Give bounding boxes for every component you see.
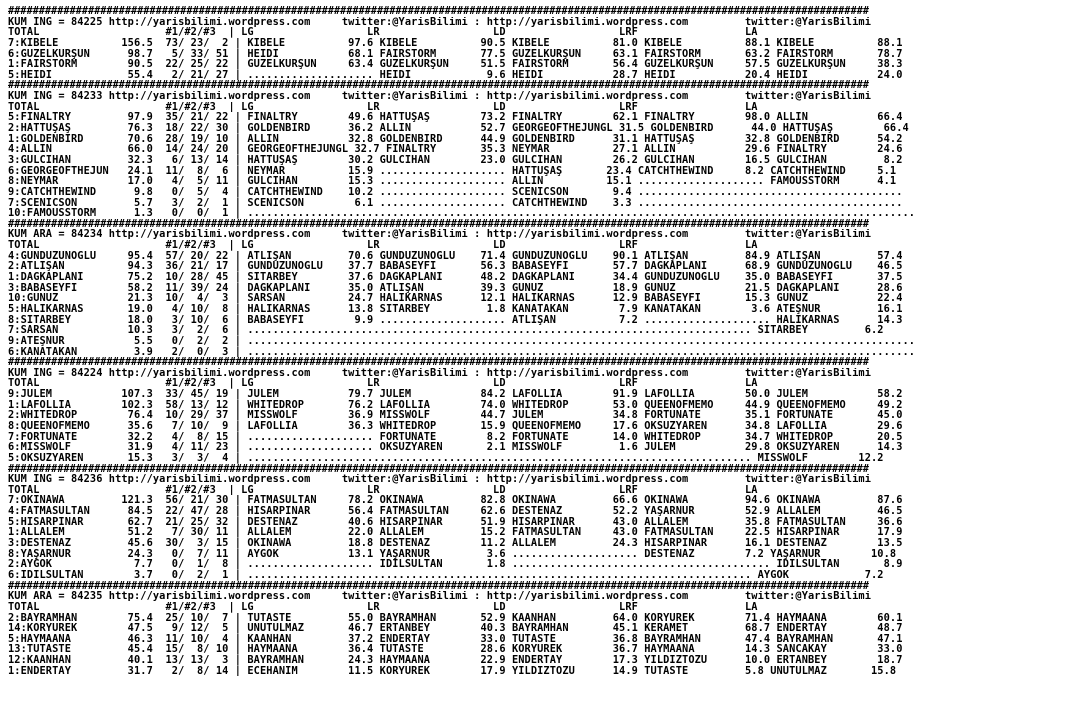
- result-row: 12:KAANHAN 40.1 13/ 13/ 3 | BAYRAMHAN 24.3 HAYMAANA 22.9 ENDERTAY 17.3 YILDIZTOZU 10.0 ERTANBEY 18.7: [8, 655, 903, 666]
- result-row: 5:HALİKARNAS 19.0 4/ 10/ 8 | HALİKARNAS 13.8 SİTARBEY 1.8 KANATAKAN 7.9 KANATAKAN 3.6 ATEŞNUR 16.1: [8, 303, 903, 315]
- result-row: 3:GÜLCİHAN 32.3 6/ 13/ 14 | HATTUŞAŞ 30.2 GÜLCİHAN 23.0 GÜLCİHAN 26.2 GÜLCİHAN 16.5 GÜLCİHAN 8.2: [8, 154, 903, 166]
- result-row: 1:FAIRSTORM 90.5 22/ 25/ 22 | GÜZELKURŞUN 63.4 GÜZELKURŞUN 51.5 FAIRSTORM 56.4 GÜZELKURŞUN 57.5 GÜZELKURŞUN 38.3: [8, 59, 903, 70]
- result-row: 5:HİSARPINAR 62.7 21/ 25/ 32 | DESTENAZ 40.6 HİSARPINAR 51.9 HİSARPINAR 43.0 ALLALEM 35.8 FATMASULTAN 36.6: [8, 516, 903, 528]
- column-header: TOTAL #1/#2/#3 | LG LR LD LRF LA: [8, 27, 758, 38]
- result-row: 1:DAĞKAPLANI 75.2 10/ 28/ 45 | SİTARBEY 37.6 DAĞKAPLANI 48.2 DAĞKAPLANI 34.4 GÜNDÜZÜNOĞLU 35.0 BABASEYFİ 37.5: [8, 272, 903, 283]
- result-row: 2:ATLIŞAN 94.3 36/ 21/ 17 | GÜNDÜZÜNOĞLU 37.7 BABASEYFİ 56.3 BABASEYFİ 57.7 DAĞKAPLANI 68.9 GÜNDÜZÜNOĞLU 46.5: [8, 261, 903, 273]
- result-row: 1:ENDERTAY 31.7 2/ 8/ 14 | ECEHANIM 11.5 KORYÜREK 17.9 YILDIZTOZU 14.9 TUTASTE 5.8 UNUTULMAZ 15.8: [8, 665, 897, 677]
- result-row: 5:FINALTRY 97.9 35/ 21/ 22 | FINALTRY 49.6 HATTUŞAŞ 73.2 FINALTRY 62.1 FINALTRY 98.0 ALLIN 66.4: [8, 112, 903, 124]
- result-row: 10:FAMOUSSTORM 1.3 0/ 0/ 1 | ..........................................................................................................: [8, 208, 916, 219]
- result-row: 3:BABASEYFİ 58.2 11/ 39/ 24 | DAĞKAPLANI 35.0 ATLIŞAN 39.3 GÜNÜZ 18.9 GÜNÜZ 21.5 DAĞKAPLANI 28.6: [8, 282, 903, 294]
- result-row: 1:ALLALEM 51.2 7/ 30/ 11 | ALLALEM 22.0 ALLALEM 15.2 FATMASULTAN 43.0 FATMASULTAN 22.5 HİSARPINAR 17.9: [8, 527, 903, 539]
- result-row: 5:ÖKSÜZYAREN 15.3 3/ 3/ 4 | ................................................................................ MISSWOLF 12.2: [8, 452, 884, 464]
- section-separator: ############################################################################################################################################: [8, 80, 869, 92]
- race-header: KUM ING = 84224 http://yarisbilimi.wordpress.com twitter:@YarisBilimi : http://yarisbilimi.wordpress.com twitter:@YarisBilimi: [8, 367, 871, 379]
- result-row: 9:JULEM 107.3 33/ 45/ 19 | JULEM 79.7 JULEM 84.2 LAFOLLIA 91.9 LAFOLLIA 50.0 JULEM 58.2: [8, 389, 903, 400]
- section-separator: ############################################################################################################################################: [8, 463, 869, 475]
- result-row: 4:ALLIN 66.0 14/ 24/ 20 | GEORGEOFTHEJUNGL 32.7 FINALTRY 35.3 NEYMAR 27.1 ALLIN 29.6 FINALTRY 24.6: [8, 144, 903, 155]
- result-row: 1:LAFOLLIA 102.3 58/ 13/ 12 | WHITEDROP 76.2 LAFOLLIA 74.0 WHITEDROP 53.0 QUEENOFMEMO 44.9 QUEENOFMEMO 49.2: [8, 399, 903, 411]
- result-row: 9:CATCHTHEWIND 9.8 0/ 5/ 4 | CATCHTHEWIND 10.2 .................... SCENICSON 9.4 ..........................................: [8, 186, 903, 198]
- result-row: 13:TUTASTE 45.4 15/ 8/ 10 | HAYMAANA 36.4 TUTASTE 28.6 KORYÜREK 36.7 HAYMAANA 14.3 SANCAKAY 33.0: [8, 644, 903, 656]
- column-header: TOTAL #1/#2/#3 | LG LR LD LRF LA: [8, 378, 758, 390]
- result-row: 2:HATTUŞAŞ 76.3 18/ 22/ 30 | GOLDENBIRD 36.2 ALLIN 52.7 GEORGEOFTHEJUNGL 31.5 GOLDENBIRD 44.0 HATTUŞAŞ 66.4: [8, 123, 909, 134]
- result-row: 4:GÜNDÜZÜNOĞLU 95.4 57/ 20/ 22 | ATLIŞAN 70.6 GÜNDÜZÜNOĞLU 71.4 GÜNDÜZÜNOĞLU 90.1 ATLIŞAN 84.9 ATLIŞAN 57.4: [8, 250, 903, 262]
- column-header: TOTAL #1/#2/#3 | LG LR LD LRF LA: [8, 601, 758, 613]
- result-row: 7:FORTUNATE 32.2 4/ 8/ 15 | .................... FORTUNATE 8.2 FORTUNATE 14.0 WHITEDROP 34.7 WHITEDROP 20.5: [8, 431, 903, 443]
- result-row: 6:MISSWOLF 31.9 4/ 11/ 23 | .................... ÖKSÜZYAREN 2.1 MISSWOLF 1.6 JULEM 29.8 ÖKSÜZYAREN 14.3: [8, 442, 903, 453]
- column-header: TOTAL #1/#2/#3 | LG LR LD LRF LA: [8, 240, 758, 251]
- result-row: 6:GÜZELKURŞUN 98.7 5/ 33/ 51 | HEIDI 68.1 FAIRSTORM 77.5 GÜZELKURŞUN 63.1 FAIRSTORM 63.2 FAIRSTORM 78.7: [8, 48, 903, 60]
- race-header: KUM ING = 84233 http://yarisbilimi.wordpress.com twitter:@YarisBilimi : http://yarisbilimi.wordpress.com twitter:@YarisBilimi: [8, 91, 871, 102]
- result-row: 5:HAYMAANA 46.3 11/ 10/ 4 | KAANHAN 37.2 ENDERTAY 33.0 TUTASTE 36.8 BAYRAMHAN 47.4 BAYRAMHAN 47.1: [8, 633, 903, 645]
- result-row: 8:NEYMAR 17.0 4/ 5/ 11 | GÜLCİHAN 15.3 .................... ALLIN 15.1 .................... FAMOUSSTORM 4.1: [8, 176, 897, 187]
- result-row: 2:WHITEDROP 76.4 10/ 29/ 37 | MISSWOLF 36.9 MISSWOLF 44.7 JULEM 34.8 FORTUNATE 35.1 FORTUNATE 45.0: [8, 410, 903, 421]
- result-row: 6:GEORGEOFTHEJUN 24.1 11/ 8/ 6 | NEYMAR 15.9 .................... HATTUŞAŞ 23.4 CATCHTHEWIND 8.2 CATCHTHEWIND 5.1: [8, 165, 897, 177]
- section-separator: ############################################################################################################################################: [8, 357, 869, 368]
- result-row: 1:GOLDENBIRD 70.6 28/ 19/ 10 | ALLIN 32.8 GOLDENBIRD 44.9 GOLDENBIRD 31.1 HATTUŞAŞ 32.8 GOLDENBIRD 54.2: [8, 133, 903, 145]
- result-row: 7:SARSAN 10.3 3/ 2/ 6 | ................................................................................ SİTARBEY 6.2: [8, 325, 884, 336]
- result-row: 6:İDİLSULTAN 3.7 0/ 2/ 1 | ................................................................................ AYGÖK 7.2: [8, 569, 884, 581]
- race-header: KUM ING = 84225 http://yarisbilimi.wordpress.com twitter:@YarisBilimi : http://yarisbilimi.wordpress.com twitter:@YarisBilimi: [8, 16, 871, 28]
- result-row: 2:BAYRAMHAN 75.4 25/ 10/ 7 | TUTASTE 55.0 BAYRAMHAN 52.9 KAANHAN 64.0 KORYÜREK 71.4 HAYMAANA 60.1: [8, 612, 903, 624]
- result-row: 8:SİTARBEY 18.0 3/ 10/ 6 | BABASEYFİ 9.9 .................... ATLIŞAN 7.2 .................... HALİKARNAS 14.3: [8, 314, 903, 326]
- result-row: 4:FATMASULTAN 84.5 22/ 47/ 28 | HİSARPINAR 56.4 FATMASULTAN 62.6 DESTENAZ 52.2 YAŞARNUR 52.9 ALLALEM 46.5: [8, 506, 903, 517]
- result-row: 8:QUEENOFMEMO 35.6 7/ 10/ 9 | LAFOLLIA 36.3 WHITEDROP 15.9 QUEENOFMEMO 17.6 ÖKSÜZYAREN 34.8 LAFOLLIA 29.6: [8, 420, 903, 432]
- result-row: 6:KANATAKAN 3.9 2/ 0/ 3 | ..........................................................................................................: [8, 346, 916, 358]
- result-row: 9:ATEŞNUR 5.5 0/ 2/ 2 | ..........................................................................................................: [8, 335, 916, 347]
- result-row: 10:GÜNÜZ 21.3 10/ 4/ 3 | SARSAN 24.7 HALİKARNAS 12.1 HALİKARNAS 12.9 BABASEYFİ 15.3 GÜNÜZ 22.4: [8, 293, 903, 304]
- race-results-document: [8, 6, 1070, 676]
- section-separator: ############################################################################################################################################: [8, 218, 869, 230]
- result-row: 8:YAŞARNUR 24.3 0/ 7/ 11 | AYGÖK 13.1 YAŞARNUR 3.6 .................... DESTENAZ 7.2 YAŞARNUR 10.8: [8, 548, 897, 560]
- race-header: KUM ARA = 84234 http://yarisbilimi.wordpress.com twitter:@YarisBilimi : http://yarisbilimi.wordpress.com twitter:@YarisBilimi: [8, 229, 871, 241]
- race-header: KUM ING = 84236 http://yarisbilimi.wordpress.com twitter:@YarisBilimi : http://yarisbilimi.wordpress.com twitter:@YarisBilimi: [8, 474, 871, 485]
- result-row: 14:KORYÜREK 47.5 9/ 12/ 5 | UNUTULMAZ 46.7 ERTANBEY 40.3 BAYRAMHAN 45.1 KERAMET 68.7 ENDERTAY 48.7: [8, 623, 903, 634]
- section-separator: ############################################################################################################################################: [8, 6, 869, 17]
- result-row: 7:KİBELE 156.5 73/ 23/ 2 | KİBELE 97.6 KİBELE 90.5 KİBELE 81.0 KİBELE 88.1 KİBELE 88.1: [8, 37, 903, 49]
- result-row: 2:AYGÖK 7.7 0/ 1/ 8 | .................... İDİLSULTAN 1.8 ......................................... İDİLSULTAN 8.9: [8, 559, 903, 570]
- result-row: 3:DESTENAZ 45.6 30/ 3/ 15 | OKİNAWA 18.8 DESTENAZ 11.2 ALLALEM 24.3 HİSARPINAR 16.1 DESTENAZ 13.5: [8, 538, 903, 549]
- result-row: 7:SCENICSON 5.7 3/ 2/ 1 | SCENICSON 6.1 .................... CATCHTHEWIND 3.3 ..........................................: [8, 197, 903, 209]
- section-separator: ############################################################################################################################################: [8, 580, 869, 592]
- race-header: KUM ARA = 84235 http://yarisbilimi.wordpress.com twitter:@YarisBilimi : http://yarisbilimi.wordpress.com twitter:@YarisBilimi: [8, 591, 871, 602]
- result-row: 5:HEIDI 55.4 2/ 21/ 27 | .................... HEIDI 9.6 HEIDI 28.7 HEIDI 20.4 HEIDI 24.0: [8, 69, 903, 81]
- result-row: 7:OKİNAWA 121.3 56/ 21/ 30 | FATMASULTAN 78.2 OKİNAWA 82.8 OKİNAWA 66.6 OKİNAWA 94.6 OKİNAWA 87.6: [8, 495, 903, 507]
- column-header: TOTAL #1/#2/#3 | LG LR LD LRF LA: [8, 484, 758, 496]
- column-header: TOTAL #1/#2/#3 | LG LR LD LRF LA: [8, 101, 758, 113]
